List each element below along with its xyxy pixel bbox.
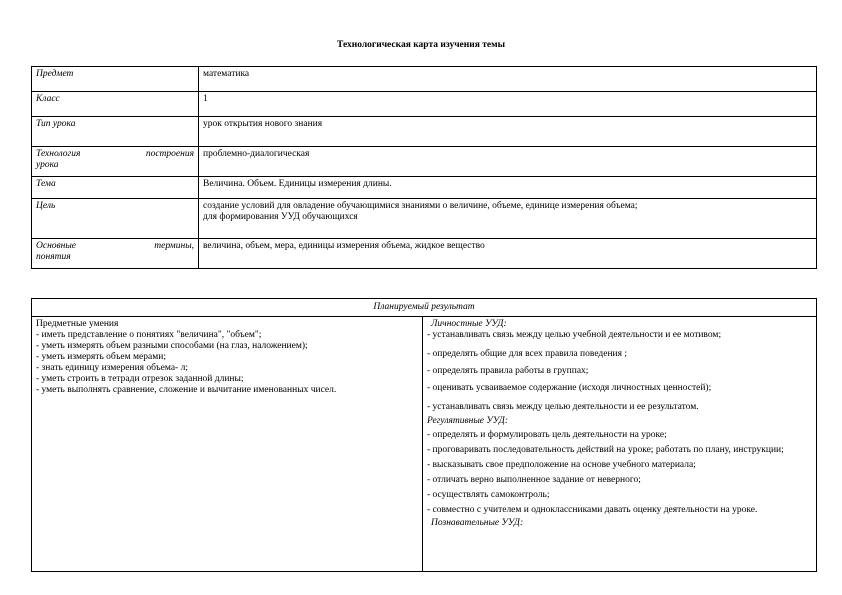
terms-label — [32, 239, 199, 269]
subject-skills-title: Предметные умения — [36, 319, 119, 329]
personal-uud-item: - определять правила работы в группах; — [427, 366, 589, 376]
personal-uud-item: - определять общие для всех правила поведения ; — [427, 349, 628, 359]
subject-value: математика — [199, 67, 817, 92]
terms-value: величина, объем, мера, единицы измерения объема, жидкое вещество — [199, 239, 817, 269]
technology-label — [32, 147, 199, 177]
regulatory-uud-item: - отличать верно выполненное задание от неверного; — [427, 475, 641, 485]
terms-label-line1: Основные термины, — [36, 241, 194, 251]
planned-result-header: Планируемый результат — [32, 299, 817, 317]
goal-value — [199, 199, 817, 239]
class-value: 1 — [199, 92, 817, 117]
subject-skill-item: - уметь выполнять сравнение, сложение и вычитание именованных чисел. — [36, 385, 337, 395]
subject-label: Предмет — [32, 67, 199, 92]
regulatory-uud-item: - совместно с учителем и одноклассниками давать оценку деятельности на уроке. — [427, 505, 758, 515]
page-title: Технологическая карта изучения темы — [336, 40, 505, 50]
personal-uud-item: - оценивать усваиваемое содержание (исходя личностных ценностей); — [427, 383, 712, 393]
terms-label-line2: понятия — [36, 252, 71, 262]
technology-value: проблемно-диалогическая — [199, 147, 817, 177]
cognitive-uud-title: Познавательные УУД: — [431, 518, 524, 528]
goal-value-line2: для формирования УУД обучающихся — [203, 212, 358, 222]
class-label: Класс — [32, 92, 199, 117]
lesson-info-table — [31, 66, 817, 269]
regulatory-uud-title: Регулятивные УУД: — [427, 416, 508, 426]
regulatory-uud-item: - проговаривать последовательность действий на уроке; работать по плану, инструкции; — [427, 445, 784, 455]
personal-uud-title: Личностные УУД: — [431, 319, 507, 329]
regulatory-uud-item: - высказывать свое предположение на основе учебного материала; — [427, 460, 696, 470]
technology-label-line1: Технология построения — [36, 149, 194, 159]
subject-skill-item: - уметь измерять объем разными способами (на глаз, наложением); — [36, 341, 308, 351]
theme-value: Величина. Объем. Единицы измерения длины. — [199, 177, 817, 199]
theme-label: Тема — [32, 177, 199, 199]
subject-skill-item: - уметь строить в тетради отрезок заданной длины; — [36, 374, 244, 384]
personal-uud-item: - устанавливать связь между целью учебной деятельности и ее мотивом; — [427, 330, 722, 340]
subject-skill-item: - знать единицу измерения объема- л; — [36, 363, 188, 373]
technology-label-line2: урока — [36, 160, 59, 170]
uud-cell — [423, 317, 817, 572]
lesson-type-label: Тип урока — [32, 117, 199, 147]
goal-value-line1: создание условий для овладение обучающимися знаниями о величине, объеме, единице измерения объема; — [203, 201, 638, 211]
regulatory-uud-item: - осуществлять самоконтроль; — [427, 490, 550, 500]
planned-result-table — [31, 298, 817, 572]
subject-skill-item: - иметь представление о понятиях "величина", "объем"; — [36, 330, 262, 340]
subject-skill-item: - уметь измерять объем мерами; — [36, 352, 166, 362]
personal-uud-item: - устанавливать связь между целью деятельности и ее результатом. — [427, 402, 699, 412]
regulatory-uud-item: - определять и формулировать цель деятельности на уроке; — [427, 430, 667, 440]
goal-label: Цель — [32, 199, 199, 239]
subject-skills-cell — [32, 317, 423, 572]
lesson-type-value: урок открытия нового знания — [199, 117, 817, 147]
